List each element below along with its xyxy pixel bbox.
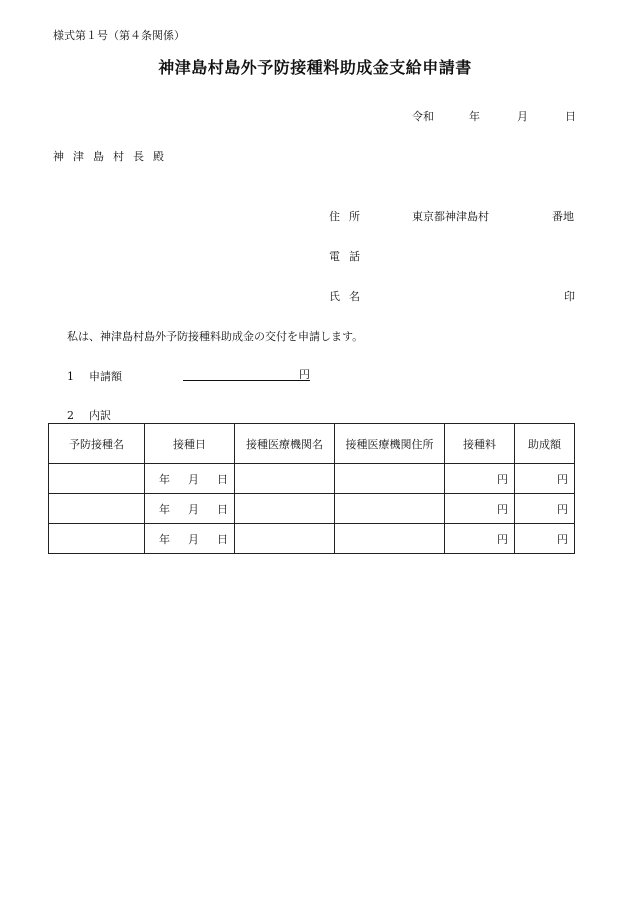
cell-year-label: 年	[159, 502, 170, 516]
application-statement: 私は、神津島村島外予防接種料助成金の交付を申請します。	[67, 330, 364, 343]
cell-month-label: 月	[188, 502, 199, 516]
cell-day-label: 日	[217, 532, 228, 546]
cell-subsidy-amount[interactable]	[515, 524, 575, 554]
header-vaccine-name: 予防接種名	[49, 424, 145, 464]
section-application-amount	[67, 368, 122, 384]
fee-unit: 円	[497, 502, 508, 516]
address-label: 住所	[329, 210, 369, 223]
subsidy-unit: 円	[557, 472, 568, 486]
cell-subsidy-amount[interactable]	[515, 464, 575, 494]
breakdown-table	[48, 423, 575, 554]
address-suffix: 番地	[552, 210, 574, 223]
header-clinic-name: 接種医療機関名	[235, 424, 335, 464]
cell-vaccination-date[interactable]	[145, 524, 235, 554]
cell-vaccine-name[interactable]	[49, 524, 145, 554]
date-year-label: 年	[469, 110, 480, 123]
table-row	[49, 524, 575, 554]
phone-label: 電話	[329, 250, 369, 263]
header-vaccination-date: 接種日	[145, 424, 235, 464]
cell-day-label: 日	[217, 472, 228, 486]
cell-year-label: 年	[159, 532, 170, 546]
cell-vaccination-fee[interactable]	[445, 494, 515, 524]
cell-vaccination-fee[interactable]	[445, 464, 515, 494]
fee-unit: 円	[497, 532, 508, 546]
cell-year-label: 年	[159, 472, 170, 486]
table-row	[49, 494, 575, 524]
cell-clinic-name[interactable]	[235, 464, 335, 494]
cell-clinic-address[interactable]	[335, 464, 445, 494]
section-breakdown	[67, 407, 111, 423]
fee-unit: 円	[497, 472, 508, 486]
section2-number: 2	[67, 409, 74, 422]
subsidy-unit: 円	[557, 502, 568, 516]
cell-clinic-address[interactable]	[335, 524, 445, 554]
header-vaccination-fee: 接種料	[445, 424, 515, 464]
subsidy-unit: 円	[557, 532, 568, 546]
cell-day-label: 日	[217, 502, 228, 516]
date-month-label: 月	[517, 110, 528, 123]
section1-number: 1	[67, 370, 74, 383]
date-era: 令和	[412, 110, 434, 123]
cell-month-label: 月	[188, 472, 199, 486]
table-header-row	[49, 424, 575, 464]
section2-label: 内訳	[89, 409, 111, 422]
cell-vaccine-name[interactable]	[49, 494, 145, 524]
amount-unit: 円	[299, 368, 310, 381]
cell-month-label: 月	[188, 532, 199, 546]
page-title: 神津島村島外予防接種料助成金支給申請書	[158, 58, 472, 77]
cell-vaccination-date[interactable]	[145, 464, 235, 494]
name-label: 氏名	[329, 290, 369, 303]
cell-clinic-name[interactable]	[235, 494, 335, 524]
table-row	[49, 464, 575, 494]
cell-clinic-name[interactable]	[235, 524, 335, 554]
cell-clinic-address[interactable]	[335, 494, 445, 524]
cell-vaccination-fee[interactable]	[445, 524, 515, 554]
cell-vaccine-name[interactable]	[49, 464, 145, 494]
cell-subsidy-amount[interactable]	[515, 494, 575, 524]
date-day-label: 日	[565, 110, 576, 123]
header-subsidy-amount: 助成額	[515, 424, 575, 464]
form-number: 様式第１号（第４条関係）	[53, 29, 185, 42]
amount-input-line[interactable]	[183, 366, 310, 381]
cell-vaccination-date[interactable]	[145, 494, 235, 524]
header-clinic-address: 接種医療機関住所	[335, 424, 445, 464]
addressee: 神津島村長殿	[53, 150, 173, 163]
address-value: 東京都神津島村	[412, 210, 489, 223]
section1-label: 申請額	[89, 370, 122, 383]
seal-mark: 印	[564, 290, 575, 303]
